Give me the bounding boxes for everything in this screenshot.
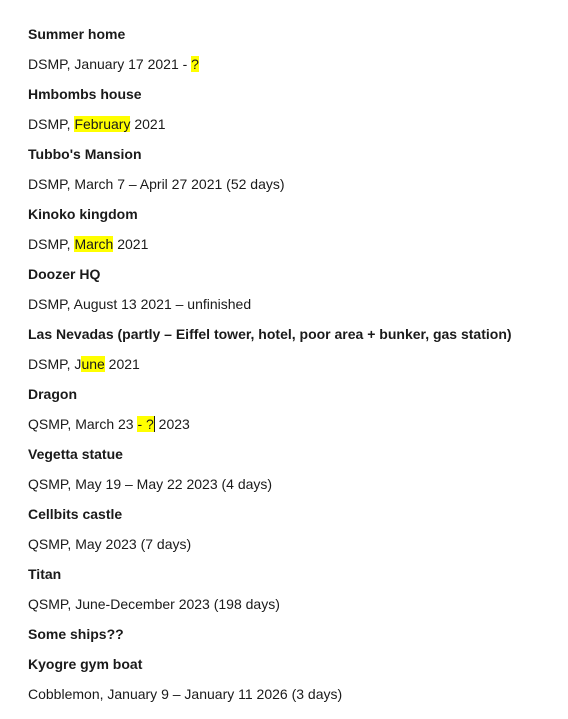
entry-details [28, 173, 540, 203]
detail-text: 2021 [113, 236, 149, 252]
entry-title: Hmbombs house [28, 86, 142, 102]
highlighted-text: February [74, 116, 131, 132]
entry-details [28, 113, 540, 143]
detail-text: 2021 [104, 356, 140, 372]
highlighted-text: - ? [137, 416, 154, 432]
entry-details [28, 353, 540, 383]
detail-text: DSMP, [28, 116, 75, 132]
detail-text: DSMP, August 13 2021 – unfinished [28, 296, 252, 312]
entry-details [28, 533, 540, 563]
entry-title: Vegetta statue [28, 446, 123, 462]
detail-text: DSMP, [28, 236, 75, 252]
entry-details [28, 413, 540, 443]
detail-text: DSMP, J [28, 356, 82, 372]
entry-details [28, 683, 540, 713]
detail-text: DSMP, March 7 – April 27 2021 (52 days) [28, 176, 285, 192]
entry-title: Kinoko kingdom [28, 206, 138, 222]
entry-details [28, 593, 540, 623]
entry-title: Doozer HQ [28, 266, 101, 282]
detail-text: 2021 [130, 116, 166, 132]
detail-text: QSMP, June-December 2023 (198 days) [28, 596, 280, 612]
entry-details [28, 293, 540, 323]
detail-text: Cobblemon, January 9 – January 11 2026 (3 days) [28, 686, 343, 702]
entry-details [28, 53, 540, 83]
entry-title: Titan [28, 566, 62, 582]
entry-title: Tubbo's Mansion [28, 146, 142, 162]
detail-text: 2023 [154, 416, 190, 432]
highlighted-text: une [81, 356, 105, 372]
detail-text: DSMP, January 17 2021 - [28, 56, 192, 72]
detail-text: QSMP, May 2023 (7 days) [28, 536, 192, 552]
entry-title: Summer home [28, 26, 126, 42]
highlighted-text: ? [191, 56, 199, 72]
entry-details [28, 233, 540, 263]
highlighted-text: March [74, 236, 114, 252]
entry-title: Las Nevadas (partly – Eiffel tower, hotel, poor area + bunker, gas station) [28, 326, 512, 342]
entry-title: Some ships?? [28, 626, 124, 642]
detail-text: QSMP, March 23 [28, 416, 138, 432]
detail-text: QSMP, May 19 – May 22 2023 (4 days) [28, 476, 273, 492]
entry-details [28, 473, 540, 503]
entry-title: Cellbits castle [28, 506, 123, 522]
entry-title: Kyogre gym boat [28, 656, 143, 672]
entry-title: Dragon [28, 386, 77, 402]
